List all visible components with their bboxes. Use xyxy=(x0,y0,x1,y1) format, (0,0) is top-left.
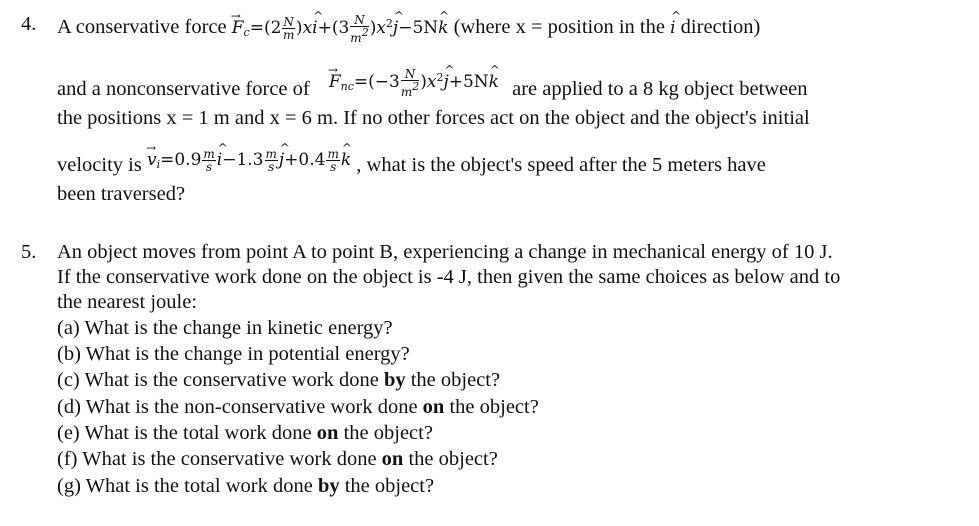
question-item-f xyxy=(57,447,498,471)
problem-5-line-3: the nearest joule: xyxy=(57,291,198,313)
problem-4-intro: A conservative force xyxy=(57,16,227,38)
item-e-emphasis: on xyxy=(316,422,339,444)
problem-4-line-2 xyxy=(57,66,808,107)
problem-4-note-pre: (where x = position in the xyxy=(453,16,665,38)
initial-velocity-equation: → $^{v_i=0.9 \frac{m}{s} \^{} i-1.3 \frac{m}{s} \^{} j+0.4 \frac{m}{s} \^{} k}$ xyxy=(147,150,351,170)
item-b-text: (b) What is the change in potential energy? xyxy=(57,343,410,365)
item-f-text-end: the object? xyxy=(403,448,498,470)
item-f-emphasis: on xyxy=(381,448,404,470)
item-e-text-end: the object? xyxy=(338,422,433,444)
item-d-emphasis: on xyxy=(422,396,445,418)
item-c-text: (c) What is the conservative work done xyxy=(57,369,384,391)
item-a-text: (a) What is the change in kinetic energy? xyxy=(57,317,393,339)
item-g-text-end: the object? xyxy=(339,475,435,497)
problem-5-number: 5. xyxy=(21,241,37,263)
item-c-text-end: the object? xyxy=(405,369,501,391)
problem-4-line-2-a: and a nonconservative force of xyxy=(57,78,310,100)
conservative-force-equation: → $F_c=(2$ $\frac{N}{m}$ )x^ i+(3 $\frac{N}{m^2}$ )$x^2\^{}$ j−5N^ k xyxy=(232,18,449,38)
item-g-text: (g) What is the total work done xyxy=(57,475,318,497)
nonconservative-force-equation: → $^{F_{nc}=(-3 \frac{N}{m^2} )x^2\^{} j+5N\^{} k}$ xyxy=(329,72,499,92)
problem-5-line-1: An object moves from point A to point B, experiencing a change in mechanical energy of 10 J. xyxy=(57,241,833,263)
question-item-d xyxy=(57,395,539,419)
i-hat-symbol: ^ i xyxy=(670,18,675,38)
item-f-text: (f) What is the conservative work done xyxy=(57,448,382,470)
problem-4-number: 4. xyxy=(21,13,37,35)
question-item-e xyxy=(57,421,433,445)
problem-4-line-4-a: velocity is xyxy=(57,154,142,176)
question-item-a xyxy=(57,316,393,340)
problem-4-line-1 xyxy=(57,12,760,45)
item-d-text-end: the object? xyxy=(444,396,539,418)
item-c-emphasis: by xyxy=(383,369,406,391)
item-e-text: (e) What is the total work done xyxy=(57,422,317,444)
problem-4-note-post: direction) xyxy=(680,16,761,38)
item-d-text: (d) What is the non-conservative work done xyxy=(57,396,423,418)
problem-4-line-2-b: are applied to a 8 kg object between xyxy=(512,78,808,100)
question-item-g xyxy=(57,474,434,498)
problem-4-line-4-b: , what is the object's speed after the 5 meters have xyxy=(356,154,766,176)
problem-4-line-5: been traversed? xyxy=(57,183,186,205)
question-item-b xyxy=(57,342,410,366)
problem-4-line-4 xyxy=(57,147,766,183)
problem-5-line-2: If the conservative work done on the object is -4 J, then given the same choices as below and to xyxy=(57,266,841,288)
item-g-emphasis: by xyxy=(317,475,340,497)
question-item-c xyxy=(57,368,500,392)
problem-4-line-3: the positions x = 1 m and x = 6 m. If no other forces act on the object and the object's initial xyxy=(57,107,810,129)
